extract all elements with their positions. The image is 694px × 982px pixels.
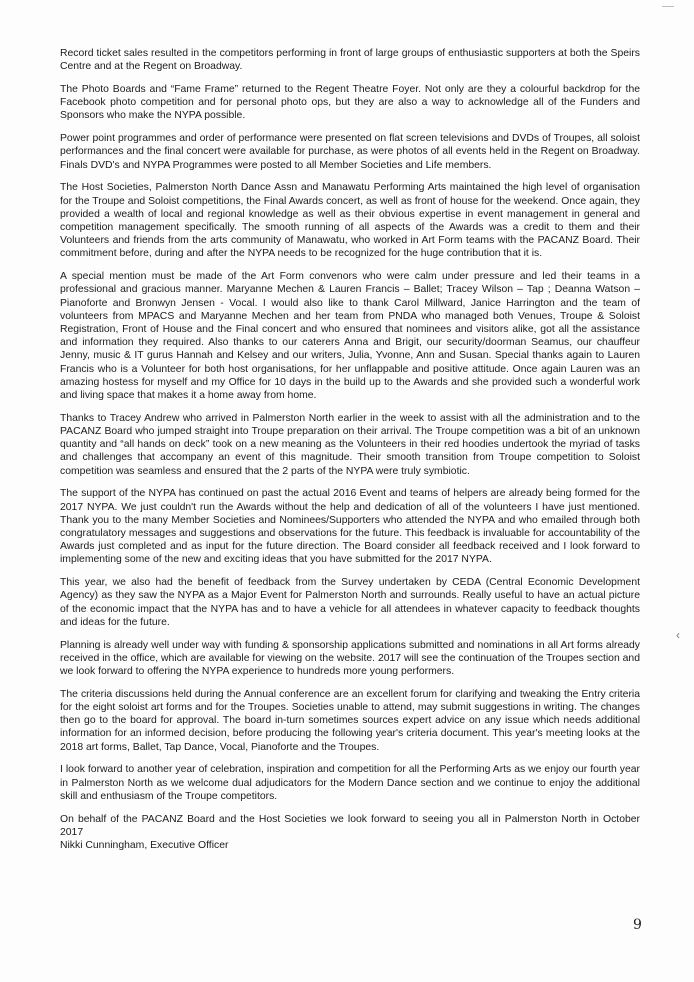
paragraph-criteria: The criteria discussions held during the Annual conference are an excellent forum for clarifying and tweaking the Entry criteria for the eight soloist art forms and for the Troupes. Societies unable to attend, may submit suggestions in writing. The changes then go to the board for approval. The board in-turn sometimes sources expert advice on any issue which needs additional information for an informed decision, before producing the following year's criteria document. This year's meeting looks at the 2018 art forms, Ballet, Tap Dance, Vocal, Pianoforte and the Troupes. bbox=[60, 688, 640, 753]
signature-line: Nikki Cunningham, Executive Officer bbox=[60, 840, 229, 852]
scan-corner-mark bbox=[662, 6, 674, 7]
body-text bbox=[60, 47, 640, 852]
paragraph-ticket-sales: Record ticket sales resulted in the competitors performing in front of large groups of enthusiastic supporters at both the Speirs Centre and at the Regent on Broadway. bbox=[60, 48, 640, 73]
paragraph-look-forward: I look forward to another year of celebration, inspiration and competition for all the Performing Arts as we enjoy our fourth year in Palmerston North as we welcome dual adjudicators for the Modern Dance section and we continue to enjoy the additional skill and enthusiasm of the Troupe competitors. bbox=[60, 764, 640, 802]
signoff-block bbox=[60, 813, 640, 853]
signoff-line: On behalf of the PACANZ Board and the Host Societies we look forward to seeing you all in Palmerston North in October 2017 bbox=[60, 813, 640, 838]
paragraph-host-societies: The Host Societies, Palmerston North Dance Assn and Manawatu Performing Arts maintained the high level of organisation for the Troupe and Soloist competitions, the Final Awards concert, as well as front of house for the weekend. Once again, they provided a wealth of local and regional knowledge as well as their obvious expertise in event management in general and competition management specifically. The smooth running of all aspects of the Awards was a credit to them and their Volunteers and friends from the arts community of Manawatu, who worked in Art Form teams with the PACANZ Board. Their commitment before, during and after the NYPA needs to be recognized for the huge contribution that it is. bbox=[60, 182, 640, 260]
page-number: 9 bbox=[633, 917, 642, 933]
paragraph-thanks-tracey: Thanks to Tracey Andrew who arrived in Palmerston North earlier in the week to assist with all the administration and to the PACANZ Board who jumped straight into Troupe preparation on their arrival. The Troupe competition was a bit of an unknown quantity and “all hands on deck” took on a new meaning as the Volunteers in their red hoodies undertook the myriad of tasks and challenges that accompany an event of this magnitude. Their smooth transition from Troupe competition to Soloist competition was seamless and ensured that the 2 parts of the NYPA were truly symbiotic. bbox=[60, 412, 640, 477]
paragraph-photo-boards: The Photo Boards and “Fame Frame” returned to the Regent Theatre Foyer. Not only are they a colourful backdrop for the Facebook photo competition and for personal photo ops, but they are also a way to acknowledge all of the Funders and Sponsors who make the NYPA possible. bbox=[60, 84, 640, 122]
margin-pen-mark: ‹ bbox=[676, 628, 680, 642]
paragraph-power-point: Power point programmes and order of performance were presented on flat screen televisions and DVDs of Troupes, all soloist performances and the final concert were available for purchase, as were photos of all events held in the Regent on Broadway. Finals DVD's and NYPA Programmes were posted to all Member Societies and Life members. bbox=[60, 133, 640, 171]
paragraph-support: The support of the NYPA has continued on past the actual 2016 Event and teams of helpers are already being formed for the 2017 NYPA. We just couldn't run the Awards without the help and dedication of all of the volunteers I have just mentioned. Thank you to the many Member Societies and Nominees/Supporters who attended the NYPA and who emailed through both congratulatory messages and suggestions and observations for the future. This feedback is invaluable for accountability of the Awards just completed and as input for the future direction. The Board consider all feedback received and I look forward to implementing some of the new and exciting ideas that you have submitted for the 2017 NYPA. bbox=[60, 488, 640, 566]
paragraph-special-mention: A special mention must be made of the Art Form convenors who were calm under pressure and led their teams in a professional and gracious manner. Maryanne Mechen & Lauren Francis – Ballet; Tracey Wilson – Tap ; Deanna Watson – Pianoforte and Bronwyn Jensen - Vocal. I would also like to thank Carol Millward, Janice Harrington and the team of volunteers from MPACS and Maryanne Mechen and her team from PNDA who managed both Venues, Troupe & Soloist Registration, Front of House and the Final concert and who ensured that nominees and visitors alike, got all the assistance and information they required. Also thanks to our caterers Anna and Brigit, our security/doorman Seamus, our chauffeur Jenny, music & IT gurus Hannah and Kelsey and our writers, Julia, Yvonne, Ann and Susan. Special thanks again to Lauren Francis who is a Volunteer for both host organisations, for her unflappable and positive attitude. Once again Lauren was an amazing hostess for myself and my Office for 10 days in the build up to the Awards and she provided such a wonderful work and living space that makes it a home away from home. bbox=[60, 271, 640, 402]
paragraph-planning: Planning is already well under way with funding & sponsorship applications submitted and nominations in all Art forms already received in the office, which are available for viewing on the website. 2017 will see the continuation of the Troupes section and we look forward to offering the NYPA experience to hundreds more young performers. bbox=[60, 639, 640, 678]
paragraph-survey: This year, we also had the benefit of feedback from the Survey undertaken by CEDA (Central Economic Development Agency) as they saw the NYPA as a Major Event for Palmerston North and surrounds. Really useful to have an actual picture of the economic impact that the NYPA has and to have a vehicle for all attendees in whatever capacity to feedback thoughts and ideas for the future. bbox=[60, 577, 640, 628]
